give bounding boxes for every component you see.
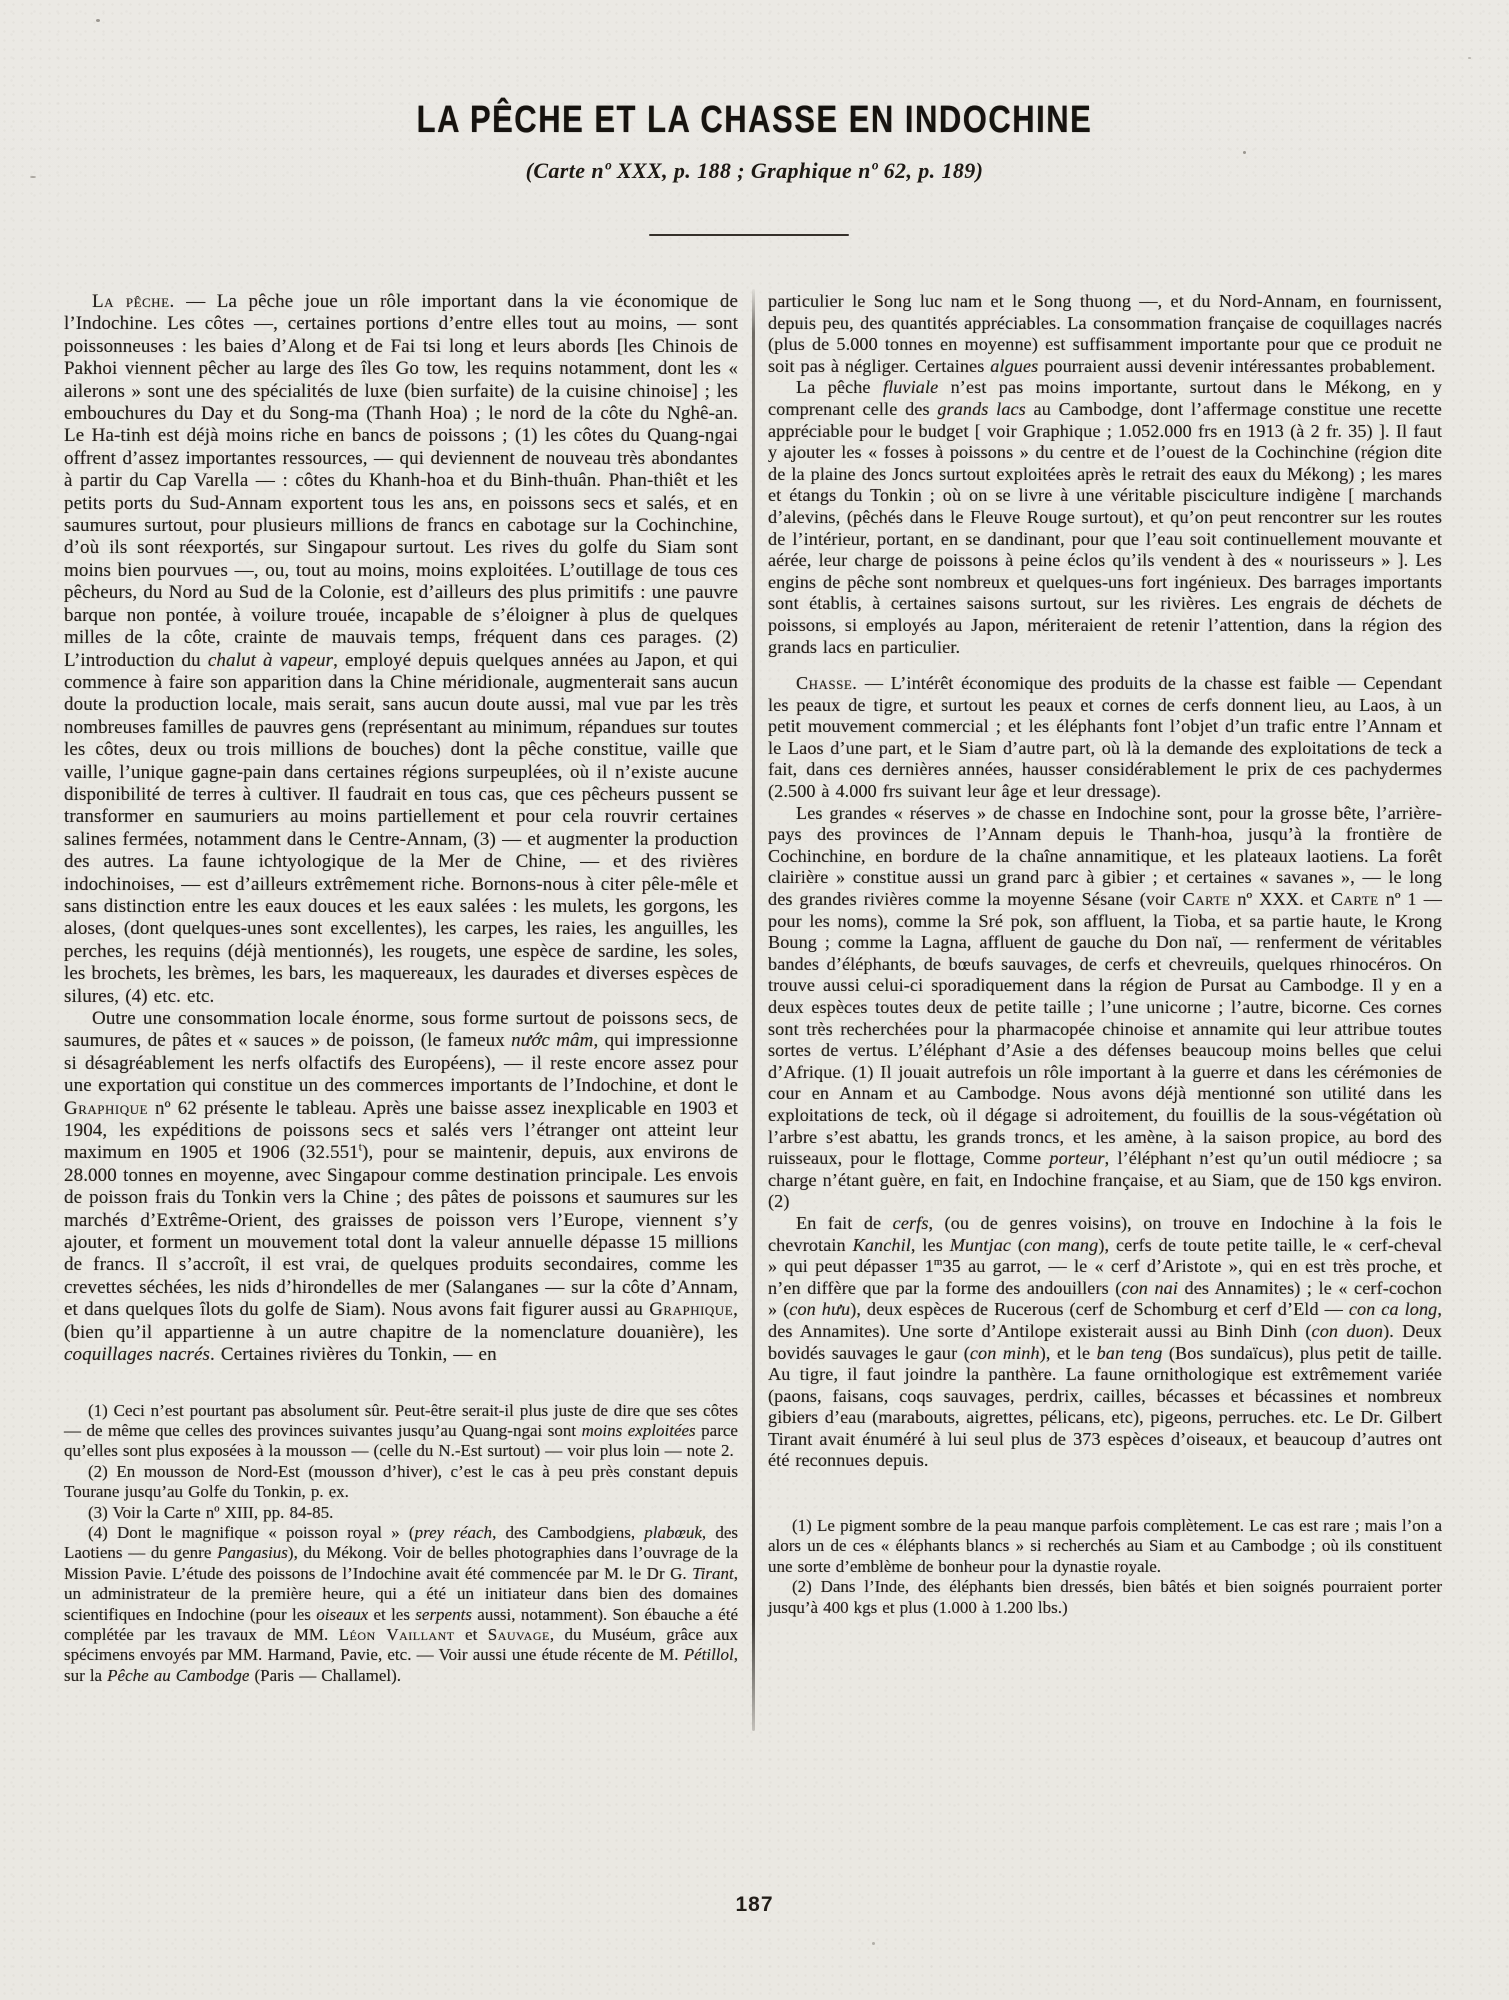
left-column [64, 291, 738, 1686]
footnote-left-1: (1) Ceci n’est pourtant pas absolument sûr. Peut-être serait-il plus juste de dire que ses côtes — de même que celles des provinces suivantes jusqu’au Quang-ngai sont moins exploitées parce qu’elles sont plus exposées à la mousson — (celle du N.-Est surtout) — voir plus loin — note 2. [64, 1400, 738, 1461]
right-column [768, 291, 1442, 1618]
scan-speck [1468, 57, 1471, 59]
scan-speck [331, 1496, 334, 1499]
left-column-body [64, 291, 738, 1367]
right-footnotes [768, 1516, 1442, 1618]
column-gutter-crease [752, 289, 755, 1731]
scan-speck [1243, 151, 1246, 154]
paragraph-cerfs: En fait de cerfs, (ou de genres voisins), on trouve en Indochine à la fois le chevrotain Kanchil, les Muntjac (con mang), cerfs de toute petite taille, le « cerf-cheval » qui peut dépasser 1$^m$35 au garrot, — le « cerf d’Aristote », qui en est très proche, et n’en diffère que par la forme des andouillers (con nai des Annamites) ; le « cerf-cochon » (con hưu), deux espèces de Rucerous (cerf de Schomburg et cerf d’Eld — con ca long, des Annamites). Une sorte d’Antilope existerait aussi au Binh Dinh (con duon). Deux bovidés sauvages le gaur (con minh), et le ban teng (Bos sundaïcus), plus petit de taille. Au tigre, il faut joindre la panthère. La faune ornithologique est extrêmement variée (paons, faisans, coqs sauvages, perdrix, cailles, bécasses et bécassines et nombreux gibiers d’eau (marabouts, aigrettes, pélicans, etc), pigeons, perruches. etc. Le Dr. Gilbert Tirant avait énuméré à lui seul plus de 373 espèces d’oiseaux, et beaucoup d’autres ont été reconnues depuis. [768, 1212, 1443, 1471]
paragraph-reserves: Les grandes « réserves » de chasse en Indochine sont, pour la grosse bête, l’arrière-pays des provinces de l’Annam depuis le Thanh-hoa, jusqu’à la frontière de Cochinchine, en bordure de la chaîne annamitique, et les plateaux laotiens. La forêt clairière » constitue aussi un grand parc à gibier ; et certaines « savanes », — le long des grandes rivières comme la moyenne Sésane (voir Carte nº XXX. et Carte nº 1 — pour les noms), comme la Sré pok, son affluent, la Tioba, et sa partie haute, le Krong Boung ; comme la Lagna, affluent de gauche du Don naï, — renferment de véritables bandes d’éléphants, de bœufs sauvages, de cerfs et chevreuils, quelques rhinocéros. On trouve aussi celui-ci sporadiquement dans la région de Pursat au Cambodge. Il y en a deux espèces toutes deux de petite taille ; l’une unicorne ; l’autre, bicorne. Ces cornes sont très recherchées pour la pharmacopée chinoise et annamite qui leur attribue toutes sortes de vertus. L’éléphant d’Asie a des défenses beaucoup moins belles que celui d’Afrique. (1) Il jouait autrefois un rôle important à la guerre et dans les cérémonies de cour en Annam et au Cambodge. Nous avons déjà mentionné son utilité dans les exploitations de teck, où il dégage si adroitement, du fouillis de la sous-végétation où l’arbre s’est abattu, les grands troncs, et les amène, à la saison propice, au bord des ruisseaux, pour le flottage, Comme porteur, l’éléphant n’est qu’un outil médiocre ; sa charge n’étant guère, en fait, en Indochine française, et au Siam, que de 150 kgs environ. (2) [768, 802, 1443, 1212]
footnote-left-2: (2) En mousson de Nord-Est (mousson d’hiver), c’est le cas à peu près constant depuis Tourane jusqu’au Golfe du Tonkin, p. ex. [64, 1461, 738, 1502]
title-divider-rule [649, 234, 849, 236]
scan-speck [96, 19, 100, 22]
paragraph-exportation: Outre une consommation locale énorme, sous forme surtout de poissons secs, de saumures, de pâtes et « sauces » de poisson, (le fameux nước mâm, qui impressionne si désagréablement les nerfs olfactifs des Européens), — il reste encore assez pour une exportation qui constitue un des commerces importants de l’Indochine, et dont le Graphique nº 62 présente le tableau. Après une baisse assez inexplicable en 1903 et 1904, les expéditions de poissons secs et salés vers l’étranger ont atteint leur maximum en 1905 et 1906 (32.551$^t$), pour se maintenir, depuis, aux environs de 28.000 tonnes en moyenne, avec Singapour comme destination principale. Les envois de poisson frais du Tonkin vers la Chine ; des pâtes de poissons et saumures sur les marchés d’Extrême-Orient, des graisses de poisson vers l’Europe, viennent s’y ajouter, et forment un mouvement total dont la valeur annuelle dépasse 15 millions de francs. Il s’accroît, il est vrai, de quelques produits secondaires, comme les crevettes séchées, les nids d’hirondelles de mer (Salanganes — sur la côte d’Annam, et dans quelques îlots du golfe de Siam). Nous avons fait figurer aussi au Graphique, (bien qu’il appartienne à un autre chapitre de la nomenclature douanière), les coquillages nacrés. Certaines rivières du Tonkin, — en [64, 1008, 738, 1366]
page-number: 187 [735, 1893, 774, 1916]
footnote-right-1: (1) Le pigment sombre de la peau manque parfois complètement. Le cas est rare ; mais l’on a alors un de ces « éléphants blancs » si recherchés au Siam et au Cambodge ; où ils constituent une sorte d’emblème de bonheur pour la dynastie royale. [768, 1516, 1442, 1576]
paragraph-continuation: particulier le Song luc nam et le Song thuong —, et du Nord-Annam, en fournissent, depuis peu, des quantités appréciables. La consommation française de coquillages nacrés (plus de 5.000 tonnes en moyenne) est suffisamment importante pour que ce produit ne soit pas à négliger. Certaines algues pourraient aussi devenir intéressantes probablement. [768, 291, 1442, 376]
page-title: LA PÊCHE ET LA CHASSE EN INDOCHINE [416, 98, 1093, 141]
paragraph-la-peche: La pêche. — La pêche joue un rôle important dans la vie économique de l’Indochine. Les côtes —, certaines portions d’entre elles tout au moins, — sont poissonneuses : les baies d’Along et de Fai tsi long et leurs abords [les Chinois de Pakhoi viennent pêcher au large des îles Go tow, les requins notamment, dont les « ailerons » sont une des spécialités de luxe (bien surfaite) de la cuisine chinoise] ; les embouchures du Day et du Song-ma (Thanh Hoa) ; le nord de la côte du Nghê-an. Le Ha-tinh est déjà moins riche en bancs de poissons ; (1) les côtes du Quang-ngai offrent d’assez importantes ressources, — qui deviennent de nouveau très abondantes à partir du Cap Varella — : côtes du Khanh-hoa et du Binh-thuân. Phan-thiêt et les petits ports du Sud-Annam exportent tous les ans, en poissons secs et salés, et en saumures surtout, pour plusieurs millions de francs en cabotage sur la Cochinchine, d’où ils sont réexportés, sur Singapour surtout. Les rives du golfe du Siam sont moins bien pourvues —, ou, tout au moins, moins exploitées. L’outillage de tous ces pêcheurs, du Nord au Sud de la Colonie, est d’ailleurs des plus primitifs : une pauvre barque non pontée, à voilure trouée, incapable de s’éloigner à plus de quelques milles de la côte, crainte de mauvais temps, fréquent dans ces parages. (2) L’introduction du chalut à vapeur, employé depuis quelques années au Japon, et qui commence à faire son apparition dans la Chine méridionale, augmenterait sans aucun doute la production locale, mais serait, sans aucun doute aussi, mal vue par les très nombreuses familles de pauvres gens (représentant au minimum, répandues sur toutes les côtes, deux ou trois millions de bouches) dont la pêche constitue, vaille que vaille, l’unique gagne-pain dans certaines régions surpeuplées, où il n’existe aucune disponibilité de terres à cultiver. Il faudrait en tous cas, que ces pêcheurs pussent se transformer en saumuriers au moins partiellement et pour cela rouvrir certaines salines fermées, notamment dans le Centre-Annam, (3) — et augmenter la production des autres. La faune ichtyologique de la Mer de Chine, — et des rivières indochinoises, — est d’ailleurs extrêmement riche. Bornons-nous à citer pêle-mêle et sans distinction entre les eaux douces et les eaux salées : les mulets, les gorgons, les aloses, (dont quelques-unes sont excellentes), les carpes, les raies, les anguilles, les perches, les requins (déjà mentionnés), les rougets, une espèce de sardine, les soles, les brochets, les brèmes, les bars, les maquereaux, les daurades et diverses espèces de silures, (4) etc. etc. [64, 291, 739, 1007]
footnote-left-3: (3) Voir la Carte nº XIII, pp. 84-85. [88, 1502, 334, 1522]
right-column-body [768, 291, 1442, 1472]
page-subtitle: (Carte nº XXX, p. 188 ; Graphique nº 62, p. 189) [525, 158, 984, 183]
footnote-left-4: (4) Dont le magnifique « poisson royal » (prey réach, des Cambodgiens, plabœuk, des Laotiens — du genre Pangasius), du Mékong. Voir de belles photographies dans l’ouvrage de la Mission Pavie. L’étude des poissons de l’Indochine avait été commencée par M. le Dr G. Tirant, un administrateur de la première heure, qui a été un initiateur dans bien des domaines scientifiques en Indochine (pour les oiseaux et les serpents aussi, notamment). Son ébauche a été complétée par les travaux de MM. Léon Vaillant et Sauvage, du Muséum, grâce aux spécimens envoyés par MM. Harmand, Pavie, etc. — Voir aussi une étude récente de M. Pétillol, sur la Pêche au Cambodge (Paris — Challamel). [64, 1522, 738, 1685]
scan-speck [872, 1942, 875, 1945]
paragraph-chasse: Chasse. — L’intérêt économique des produits de la chasse est faible — Cependant les peaux de tigre, et surtout les peaux et cornes de cerfs donnent lieu, au Laos, à un petit mouvement commercial ; et les éléphants font l’objet d’un trafic entre l’Annam et le Laos d’une part, et le Siam d’autre part, où là la demande des exploitations de teck a fait, dans ces dernières années, hausser considérablement le prix de ces pachydermes (2.500 à 4.000 frs suivant leur âge et leur dressage). [768, 673, 1442, 802]
scan-speck [30, 176, 36, 178]
footnote-right-2: (2) Dans l’Inde, des éléphants bien dressés, bien bâtés et bien soignés pourraient porter jusqu’à 400 kgs et plus (1.000 à 1.200 lbs.) [768, 1577, 1442, 1617]
paragraph-peche-fluviale: La pêche fluviale n’est pas moins importante, surtout dans le Mékong, en y comprenant celle des grands lacs au Cambodge, dont l’affermage constitue une recette appréciable pour le budget [ voir Graphique ; 1.052.000 frs en 1913 (à 2 fr. 35) ]. Il faut y ajouter les « fosses à poissons » du centre et de l’ouest de la Cochinchine (région dite de la plaine des Joncs surtout exploitées après le retrait des eaux du Mékong) ; les mares et étangs du Tonkin ; où on se livre à une véritable pisciculture indigène [ marchands d’alevins, (pêchés dans le Fleuve Rouge surtout), et qu’on peut rencontrer sur les routes de l’intérieur, portant, en se dandinant, pour que l’eau soit continuellement mouvante et aérée, leur charge de poissons à peine éclos qu’ils vendent à des « nourisseurs » ]. Les engins de pêche sont nombreux et quelques-uns fort ingénieux. Des barrages importants sont établis, à certaines saisons surtout, sur les rivières. Les engrais de déchets de poissons, si employés au Japon, mériteraient de retenir l’attention, dans la région des grands lacs en particulier. [768, 377, 1443, 657]
left-footnotes [64, 1401, 738, 1687]
